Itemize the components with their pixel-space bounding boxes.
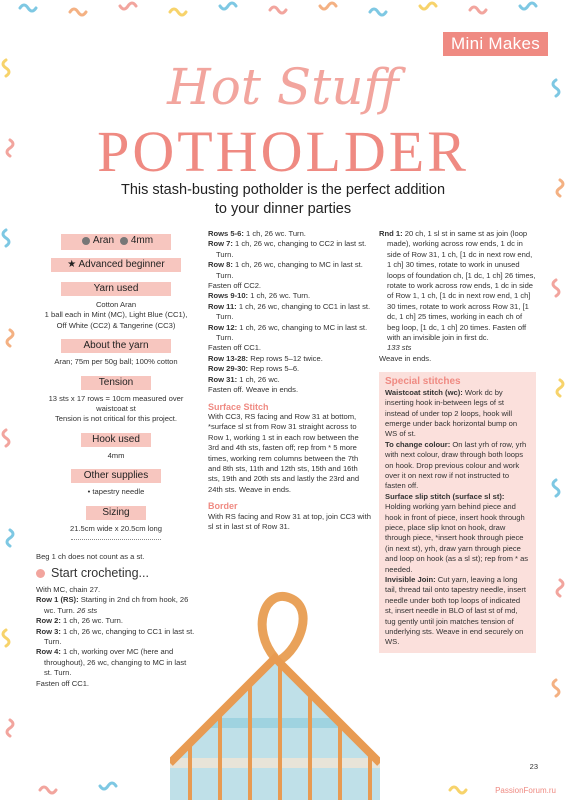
yarn-used-heading: Yarn used xyxy=(61,282,171,296)
row-text: Holding working yarn behind piece and hook in front of piece, insert hook through piece, place slip knot on hook, draw through piece, *insert hook through piece (in next st), yrh, draw yarn through piece and loop on hook (as a sl st); rep from * as needed. xyxy=(385,502,529,574)
row-text: 1 ch, 26 wc. Turn. xyxy=(248,291,311,301)
surface-stitch-heading: Surface Stitch xyxy=(208,401,269,412)
row-text: 1 ch, 26 wc, changing to MC in last st. Turn. xyxy=(216,322,368,343)
level-pill xyxy=(51,258,181,272)
tension-line: waistcoat st xyxy=(96,404,136,414)
row-text: Starting in 2nd ch from hook, 26 wc. Turn. xyxy=(44,595,189,615)
section-tag: Mini Makes xyxy=(443,32,548,56)
row-label: Row 4: xyxy=(36,647,61,657)
row-label: Waistcoat stitch (wc): xyxy=(385,387,463,397)
row-label: Rows 9-10: xyxy=(208,291,249,301)
instruction-row xyxy=(208,281,371,291)
instruction-row xyxy=(208,375,371,385)
bullet-icon xyxy=(36,569,45,578)
page-number: 23 xyxy=(529,762,538,771)
row-text: Fasten off. Weave in ends. xyxy=(208,385,299,395)
subtitle-line-2: to your dinner parties xyxy=(214,201,352,217)
sizing-text: 21.5cm wide x 20.5cm long xyxy=(69,523,162,533)
row-text: Work dc by inserting hook in-between legs of st instead of under top 2 loops, hook will emerge under back horizontal bump on WS of st. xyxy=(385,387,518,439)
rnd1-text xyxy=(379,229,536,343)
instruction-row xyxy=(208,260,371,281)
instruction-row xyxy=(36,595,196,616)
potholder-photo xyxy=(170,588,380,800)
about-yarn-heading: About the yarn xyxy=(61,339,171,353)
row-label: Row 8: xyxy=(208,260,233,270)
instruction-row xyxy=(208,343,371,353)
row-label: Row 12: xyxy=(208,322,238,332)
hook-used-heading: Hook used xyxy=(81,433,151,447)
row-text: 1 ch, 26 wc. xyxy=(237,374,280,384)
tension-heading: Tension xyxy=(81,376,151,390)
row-instructions xyxy=(208,229,371,396)
instruction-row xyxy=(36,647,196,678)
instruction-row xyxy=(208,354,371,364)
instruction-row xyxy=(385,388,530,440)
row-label: Row 7: xyxy=(208,239,233,249)
special-stitches-box xyxy=(379,372,536,653)
hook-used-text: 4mm xyxy=(107,450,125,460)
yarn-used-text xyxy=(36,300,196,331)
beg-note: Beg 1 ch does not count as a st. xyxy=(36,552,145,562)
row-label: To change colour: xyxy=(385,439,451,449)
yarn-hook-pill xyxy=(61,234,171,250)
about-yarn-text: Aran; 75m per 50g ball; 100% cotton xyxy=(54,357,178,367)
rnd1-note: 133 sts xyxy=(387,343,412,353)
surface-stitch-text: With CC3, RS facing and Row 31 at bottom, *surface sl st from Row 31 straight across to Row 1, working 1 st in each row between the 3rd and 4th sts, fasten off; rep from * 5 more times, working rem columns between the 7th and 8th sts, 11th and 12th sts, 15th and 16th sts, 19th and 20th sts and lastly the 23rd and 24th sts. Weave in ends. xyxy=(208,411,360,494)
row-text: On last yrh of row, yrh with next colour, draw through both loops on hook. Drop previous colour and work over it on next row if not instructed to fasten off. xyxy=(385,439,527,491)
row-label: Rows 5-6: xyxy=(208,229,244,238)
instruction-row xyxy=(36,627,196,648)
row-label: Row 11: xyxy=(208,301,237,311)
row-text: 1 ch, 26 wc. Turn. xyxy=(243,229,306,238)
row-text: Fasten off CC1. xyxy=(208,343,262,353)
instruction-row xyxy=(385,575,530,648)
row-note: 26 sts xyxy=(76,605,98,615)
yarn-ball-icon xyxy=(82,237,90,245)
page-title: POTHOLDER xyxy=(97,119,469,184)
instruction-row xyxy=(208,323,371,344)
title-script: Hot Stuff xyxy=(167,58,399,116)
instruction-row xyxy=(385,492,530,575)
special-stitches-heading: Special stitches xyxy=(385,376,461,388)
subtitle-line-1: This stash-busting potholder is the perfect addition xyxy=(120,182,446,198)
watermark: PassionForum.ru xyxy=(495,786,556,795)
column-rows xyxy=(208,229,371,532)
row-text: With MC, chain 27. xyxy=(36,584,101,594)
row-text: Fasten off CC1. xyxy=(36,678,90,688)
column-materials xyxy=(36,228,196,689)
instruction-row xyxy=(36,585,196,595)
row-text: 1 ch, 26 wc, changing to CC1 in last st. Turn. xyxy=(216,301,371,322)
row-text: 1 ch, working over MC (here and throughout), 26 wc, changing to MC in last st. Turn. xyxy=(44,647,187,678)
instruction-row xyxy=(208,385,371,395)
instruction-row xyxy=(36,679,196,689)
yarn-used-line: 1 ball each in Mint (MC), Light Blue (CC1), xyxy=(44,310,188,320)
row-label: Invisible Join: xyxy=(385,575,436,584)
yarn-used-line: Cotton Aran xyxy=(95,300,137,309)
column-border xyxy=(379,229,536,653)
row-label: Row 31: xyxy=(208,374,238,384)
row-text: 1 ch, 26 wc, changing to MC in last st. Turn. xyxy=(216,260,363,280)
level-text: Advanced beginner xyxy=(78,259,165,270)
row-text: Cut yarn, leaving a long tail, thread tail onto tapestry needle, insert needle under both top loops of indicated st, insert needle in BLO of last st of md, tug gently until join matches tension of underlying sts. Weave in end securely on WS. xyxy=(385,575,526,647)
row-label: Surface slip stitch (surface sl st): xyxy=(385,491,505,501)
instruction-row xyxy=(385,440,530,492)
row-label: Row 29-30: xyxy=(208,364,249,374)
yarn-weight: Aran xyxy=(92,235,115,246)
row-label: Row 13-28: xyxy=(208,353,249,363)
hook-icon xyxy=(120,237,128,245)
row-text: Fasten off CC2. xyxy=(208,281,262,291)
row-text: Rep rows 5–6. xyxy=(248,364,300,374)
tension-text xyxy=(36,394,196,425)
row-label: Row 2: xyxy=(36,616,61,626)
instruction-row xyxy=(208,302,371,323)
instruction-row xyxy=(208,291,371,301)
hook-size: 4mm xyxy=(130,235,154,246)
rnd1-body: 20 ch, 1 sl st in same st as join (loop made), working across row ends, 1 dc in side of Row 31, 1 ch, [1 dc in next row end, 1 ch] 30 times, rotate to work in unused loops of foundation ch, [1 dc, 1 ch] 26 times, rotate to work across row ends, 1 dc in side of Row 1, 1 ch, [1 dc in next row end, 1 ch] 30 times, rotate to work across Row 31, [1 dc, 1 ch] 25 times, working in each ch of beg loop, [1 dc, 1 ch] 20 times. Fasten off with an invisible join in first dc. xyxy=(387,229,536,343)
start-heading-text: Start crocheting... xyxy=(51,566,149,581)
subtitle xyxy=(0,181,566,219)
sizing-heading: Sizing xyxy=(86,506,146,520)
instruction-row xyxy=(208,239,371,260)
rnd1-label: Rnd 1: xyxy=(379,229,403,238)
tension-line: Tension is not critical for this project. xyxy=(55,414,177,424)
other-supplies-heading: Other supplies xyxy=(71,469,161,483)
other-supplies-text: • tapestry needle xyxy=(87,487,145,497)
row-text: 1 ch, 26 wc. Turn. xyxy=(60,616,123,626)
row-label: Row 1 (RS): xyxy=(36,595,79,605)
instruction-row xyxy=(208,229,371,239)
border-text: With RS facing and Row 31 at top, join CC3 with sl st in last st of Row 31. xyxy=(208,511,371,531)
special-stitches-list xyxy=(385,388,530,648)
border-heading: Border xyxy=(208,501,238,512)
instruction-row xyxy=(36,616,196,626)
yarn-used-line: Off White (CC2) & Tangerine (CC3) xyxy=(56,320,176,330)
row-text: 1 ch, 26 wc, changing to CC1 in last st. Turn. xyxy=(44,626,195,646)
rnd1-end: Weave in ends. xyxy=(379,353,432,363)
row-text: 1 ch, 26 wc, changing to CC2 in last st. Turn. xyxy=(216,239,367,259)
start-heading xyxy=(36,566,196,581)
row-text: Rep rows 5–12 twice. xyxy=(248,353,323,363)
row-label: Row 3: xyxy=(36,626,61,636)
start-instructions xyxy=(36,585,196,689)
dotted-divider xyxy=(71,539,161,540)
instruction-row xyxy=(208,364,371,374)
tension-line: 13 sts x 17 rows = 10cm measured over xyxy=(48,393,184,403)
star-icon: ★ xyxy=(67,259,79,270)
